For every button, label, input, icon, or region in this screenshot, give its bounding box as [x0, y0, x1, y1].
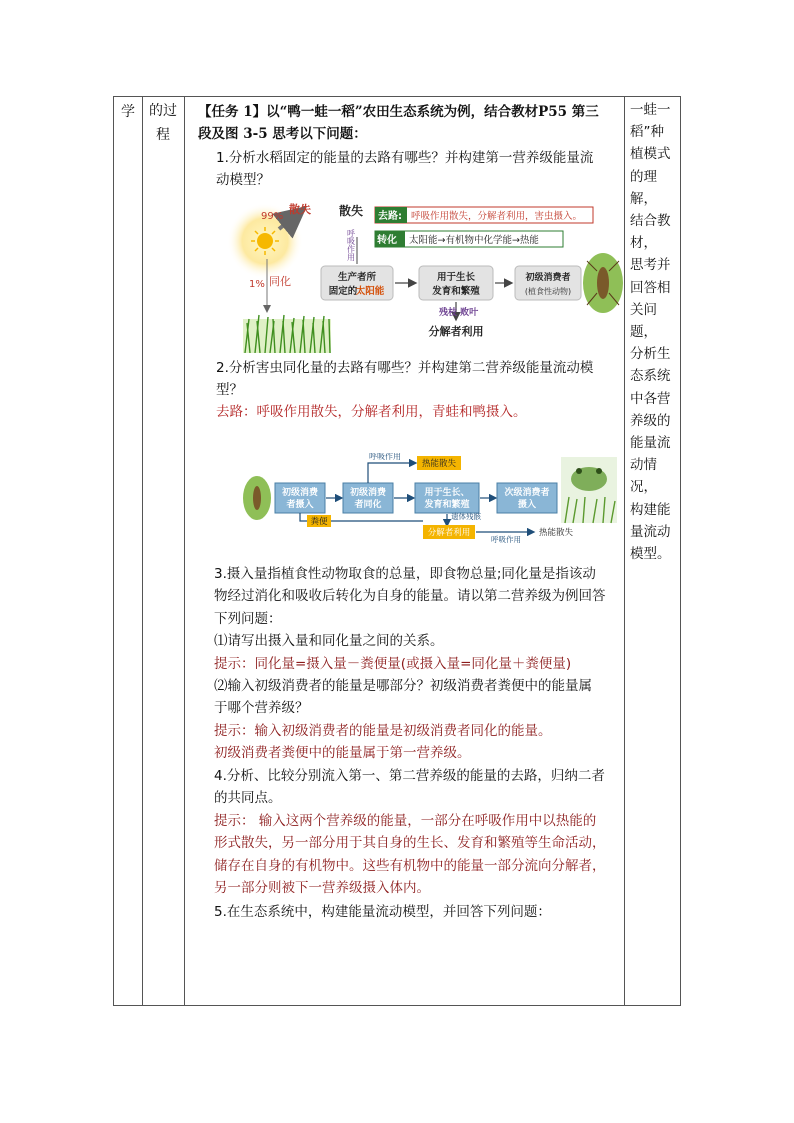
sun-icon [257, 233, 273, 249]
feces-label: 粪便 [310, 517, 328, 527]
producer-box-line2a: 固定的 [328, 286, 358, 297]
respiration-vertical-label: 呼吸作用 [346, 229, 356, 261]
growth-box-line1: 用于生长 [436, 272, 476, 283]
question-3: 3.摄入量指植食性动物取食的总量，即食物总量;同化量是指该动 物经过消化和吸收后转化为自身的能量。请以第二营养级为例回答 下列问题： ⑴请写出摄入量和同化量之间的关系。 提示：同化量=摄入量－粪便量(或摄入量=同化量＋粪便量) ⑵输入初级消费者的能量是哪部分？初级消费者粪便中的能量属 于哪个营养级？ 提示：输入初级消费者的能量是初级消费者同化的能量。 初级消费者粪便中的能量属于第一营养级。 [186, 563, 652, 765]
question-3-sub2: ⑵输入初级消费者的能量是哪部分？初级消费者粪便中的能量属 [214, 678, 592, 695]
design-intent-column: 一蛙一 稻”种 植模式 的理解， 结合教 材， 思考并 回答相 关问题， 分析生 态系统 中各营 养级的 能量流 动情况， 构建能 量流动 模型。 [630, 102, 671, 563]
insect-image [583, 253, 623, 313]
respiration-top-arrow [368, 463, 415, 483]
stage-label: 学 [121, 104, 135, 120]
loss-label: 散失 [339, 204, 364, 218]
question-4-hint: 提示： 输入这两个营养级的能量，一部分在呼吸作用中以热能的 [214, 812, 597, 829]
loss-arrow-label: 散失 [289, 203, 311, 216]
column-divider [142, 97, 143, 1005]
primary-consumer-box-line2: (植食性动物) [524, 287, 572, 296]
destination-tag-label: 去路: [378, 211, 402, 222]
first-trophic-energy-flow-figure [214, 201, 652, 353]
task-title: 【任务 1】以“鸭一蛙一稻”农田生态系统为例，结合教材P55 第三 段及图 3-5 思考以下问题： [198, 104, 599, 142]
question-3-hint2: 提示：输入初级消费者的能量是初级消费者同化的能量。 [214, 722, 552, 739]
ingest-box-line2: 者摄入 [286, 500, 314, 510]
decomposer-label: 分解者利用 [428, 325, 484, 338]
frog-image [561, 457, 617, 523]
lesson-table [113, 96, 681, 1006]
heat-top-label: 热能散失 [421, 459, 457, 469]
assimilate-box-line1: 初级消费 [349, 488, 387, 498]
growth-box-line2: 发育和繁殖 [432, 286, 480, 297]
column-divider [184, 97, 185, 1005]
question-3-sub1: ⑴请写出摄入量和同化量之间的关系。 [214, 633, 444, 650]
grass-image [243, 315, 331, 353]
destination-text: 呼吸作用散失，分解者利用，害虫摄入。 [411, 211, 583, 222]
decomposer-label: 分解者利用 [427, 528, 471, 538]
question-3-hint1: 提示：同化量=摄入量－粪便量(或摄入量=同化量＋粪便量) [214, 655, 572, 672]
question-1: 1.分析水稻固定的能量的去路有哪些？并构建第一营养级能量流 动模型？ [216, 150, 594, 188]
remains-label: 遗体残骸 [451, 512, 481, 521]
pct-99-label: 99% [261, 211, 284, 222]
residue-label: 残枝 败叶 [439, 308, 479, 318]
growth-box-line2: 发育和繁殖 [424, 500, 470, 510]
assimilate-label: 同化 [269, 275, 291, 288]
question-2: 2.分析害虫同化量的去路有哪些？并构建第二营养级能量流动模 型？ 去路：呼吸作用散失，分解者利用，青蛙和鸭摄入。 [186, 357, 654, 423]
insect-image [243, 476, 271, 520]
pct-1-label: 1% [249, 279, 265, 290]
second-trophic-energy-flow-figure [214, 453, 652, 545]
respiration-top-label: 呼吸作用 [369, 453, 401, 461]
respiration-bottom-label: 呼吸作用 [491, 535, 521, 544]
stage-sublabel: 的过 程 [149, 103, 177, 143]
assimilate-box-line2: 者同化 [354, 500, 382, 510]
heat-bottom-label: 热能散失 [539, 528, 574, 538]
producer-box-line2b: 太阳能 [355, 286, 385, 297]
primary-consumer-box-line1: 初级消费者 [525, 273, 571, 283]
transform-tag-label: 转化 [377, 235, 397, 246]
secondary-ingest-box-line2: 摄入 [517, 500, 537, 510]
secondary-ingest-box-line1: 次级消费者 [504, 488, 550, 498]
transform-text: 太阳能→有机物中化学能→热能 [409, 235, 539, 246]
question-5: 5.在生态系统中，构建能量流动模型，并回答下列问题： [214, 904, 551, 920]
ingest-box-line1: 初级消费 [281, 488, 319, 498]
producer-box-line1: 生产者所 [337, 272, 377, 283]
question-2-answer: 去路：呼吸作用散失，分解者利用，青蛙和鸭摄入。 [216, 404, 527, 420]
growth-box-line1: 用于生长、 [424, 488, 470, 498]
question-4: 4.分析、比较分别流入第一、第二营养级的能量的去路，归纳二者 的共同点。 提示： 输入这两个营养级的能量，一部分在呼吸作用中以热能的 形式散失，另一部分用于其自身的生长、发育和繁殖等生命活动， 储存在自身的有机物中。这些有机物中的能量一部分流向分解者， 另一部分则被下一营养级摄入体内。 [186, 765, 652, 899]
